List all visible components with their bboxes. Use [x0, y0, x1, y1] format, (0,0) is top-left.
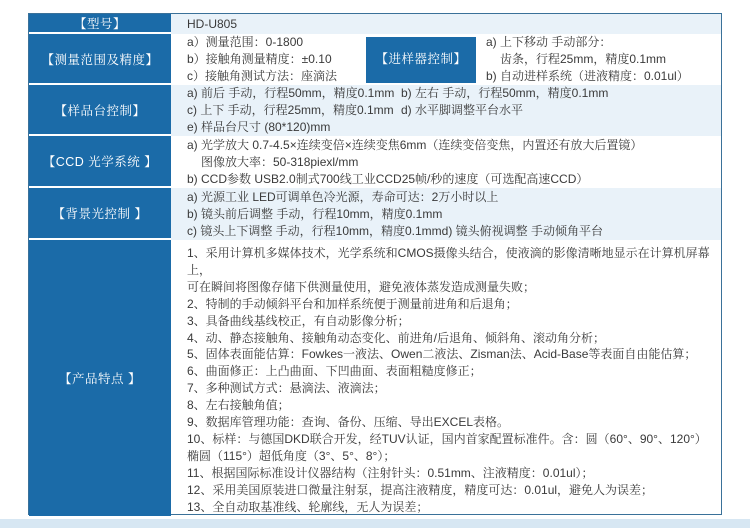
- ccd-lines: [171, 136, 642, 188]
- product-spec-table: [28, 13, 722, 515]
- features-lines: [171, 240, 721, 516]
- spec-line: b) 左右 手动，行程50mm，精度0.1mm: [401, 86, 609, 100]
- spec-line: b) 自动进样系统（进液精度：0.01ul）: [486, 69, 689, 83]
- backlight-lines: [171, 188, 603, 240]
- spec-row-model: [29, 14, 721, 34]
- sampler-lines: [476, 34, 689, 85]
- spec-line: 1、采用计算机多媒体技术，光学系统和CMOS摄像头结合，使液滴的影像清晰地显示在计算机屏幕上，: [187, 246, 710, 277]
- spec-line: 2、特制的手动倾斜平台和加样系统便于测量前进角和后退角；: [187, 296, 518, 311]
- spec-line: 6、曲面修正：上凸曲面、下凹曲面、表面粗糙度修正；: [187, 364, 482, 379]
- row-label-ccd: 【CCD 光学系统 】: [29, 136, 171, 188]
- spec-line: 13、全自动取基准线、轮廓线，无人为误差；: [187, 499, 429, 514]
- features-content: [171, 240, 721, 516]
- spec-line: 5、固体表面能估算：Fowkes一液法、Owen二液法、Zisman法、Acid-Base等表面自由能估算；: [187, 347, 697, 362]
- row-label-backlight: 【背景光控制 】: [29, 188, 171, 240]
- row-label-features: 【产品特点 】: [29, 240, 171, 516]
- spec-line: 3、具备曲线基线校正，有自动影像分析；: [187, 313, 410, 328]
- spec-line: 12、采用美国原装进口微量注射泵，提高注液精度，精度可达：0.01ul，避免人为误差；: [187, 482, 654, 497]
- spec-line: 10、标样：与德国DKD联合开发，经TUV认证，国内首家配置标准件。含：圆（60°、90°、120°）: [187, 431, 707, 446]
- model-value-cell: [171, 14, 721, 34]
- page-bottom-strip: [0, 519, 750, 528]
- row-label-model: 【型号】: [29, 14, 171, 34]
- spec-line: 8、左右接触角值；: [187, 398, 290, 413]
- stage-content: [171, 85, 721, 136]
- spec-line: 11、根据国际标准设计仪器结构（注射针头：0.51mm、注液精度：0.01ul）；: [187, 465, 594, 480]
- stage-column-left: [171, 85, 401, 136]
- spec-line: a) 光学放大 0.7-4.5×连续变倍×连续变焦6mm（连续变倍变焦，内置还有放大后置镜）: [187, 138, 643, 152]
- spec-row-stage: [29, 85, 721, 136]
- spec-line: 9、数据库管理功能：查询、备份、压缩、导出EXCEL表格。: [187, 415, 510, 430]
- spec-line: 齿条，行程25mm，精度0.1mm: [500, 52, 667, 66]
- spec-line: d) 水平脚调整平台水平: [401, 103, 524, 117]
- spec-line: a）测量范围：0-1800: [187, 35, 304, 49]
- spec-line: b) 镜头前后调整 手动，行程10mm，精度0.1mm: [187, 207, 443, 221]
- spec-row-ccd: [29, 136, 721, 188]
- spec-line: a) 前后 手动，行程50mm，精度0.1mm: [187, 86, 395, 100]
- spec-row-range: [29, 34, 721, 85]
- spec-line: 4、动、静态接触角、接触角动态变化、前进角/后退角、倾斜角、滚动角分析；: [187, 330, 606, 345]
- model-value: HD-U805: [187, 16, 238, 31]
- spec-line: c）接触角测试方法：座滴法: [187, 69, 338, 83]
- spec-line: e) 样品台尺寸 (80*120)mm: [187, 120, 331, 134]
- row-label-range: 【测量范围及精度】: [29, 34, 171, 85]
- spec-line: 7、多种测试方式：悬滴法、液滴法；: [187, 381, 386, 396]
- spec-row-backlight: [29, 188, 721, 240]
- spec-line: c) 上下 手动，行程25mm，精度0.1mm: [187, 103, 394, 117]
- row-label-stage: 【样品台控制】: [29, 85, 171, 136]
- spec-line: 可在瞬间将图像存储下供测量使用，避免液体蒸发造成测量失败；: [187, 279, 536, 294]
- spec-line: b）接触角测量精度：±0.10: [187, 52, 332, 66]
- spec-line: c) 镜头上下调整 手动，行程10mm，精度0.1mmd) 镜头俯视调整 手动倾角平台: [187, 224, 604, 238]
- backlight-content: [171, 188, 721, 240]
- sampler-control-label-box: 【进样器控制】: [366, 37, 476, 83]
- spec-line: a) 光源工业 LED可调单色冷光源，寿命可达：2万小时以上: [187, 190, 499, 204]
- spec-row-features: [29, 240, 721, 516]
- spec-line: a) 上下移动 手动部分：: [486, 35, 612, 49]
- spec-line: 椭圆（115°）超低角度（3°、5°、8°）；: [187, 448, 396, 463]
- spec-line: b) CCD参数 USB2.0制式700线工业CCD25帧/秒的速度（可选配高速CCD）: [187, 172, 589, 186]
- spec-line-spacer: [401, 119, 608, 136]
- range-content: [171, 34, 721, 85]
- range-lines: [171, 34, 366, 85]
- spec-line: 图像放大率：50-318piexl/mm: [201, 155, 359, 169]
- stage-column-right: [401, 85, 608, 136]
- ccd-content: [171, 136, 721, 188]
